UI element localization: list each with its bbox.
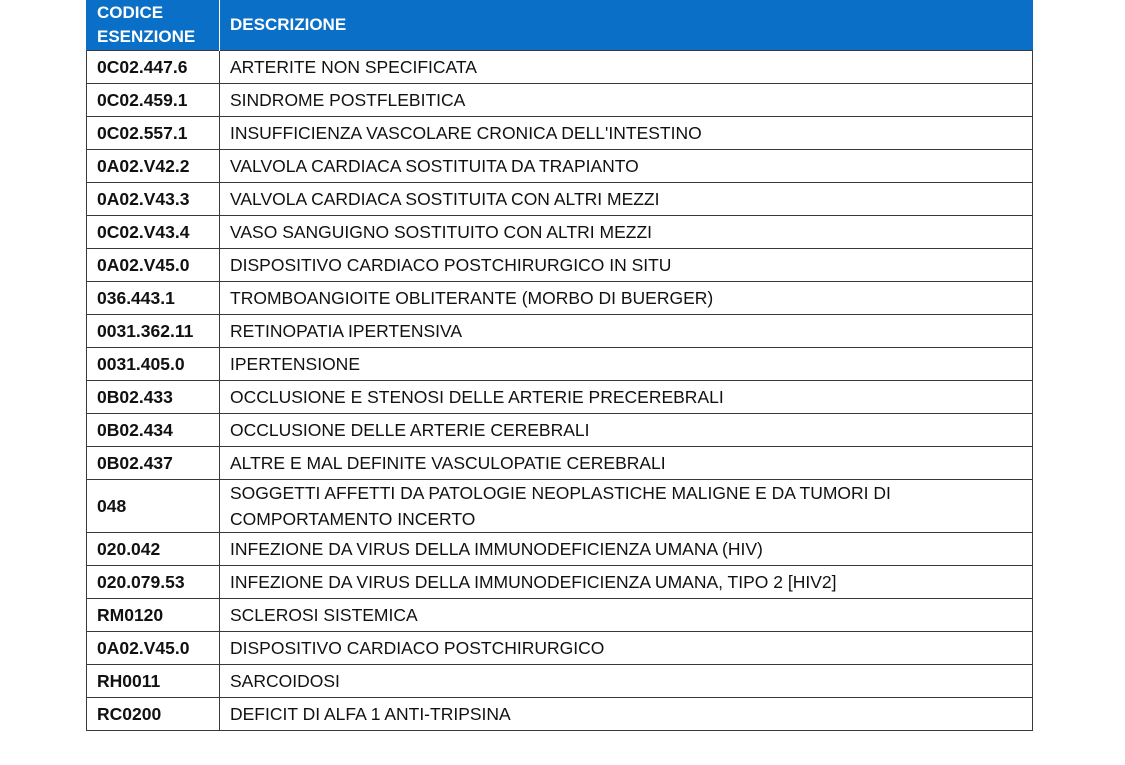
description-cell: DEFICIT DI ALFA 1 ANTI-TRIPSINA (220, 698, 1033, 731)
code-cell: RC0200 (87, 698, 220, 731)
code-cell: 0C02.459.1 (87, 84, 220, 117)
code-cell: 0A02.V43.3 (87, 183, 220, 216)
description-cell: RETINOPATIA IPERTENSIVA (220, 315, 1033, 348)
description-cell: IPERTENSIONE (220, 348, 1033, 381)
description-cell: VALVOLA CARDIACA SOSTITUITA CON ALTRI MEZZI (220, 183, 1033, 216)
code-cell: 020.042 (87, 533, 220, 566)
code-cell: 0A02.V45.0 (87, 249, 220, 282)
code-cell: 0031.362.11 (87, 315, 220, 348)
code-cell: 0A02.V42.2 (87, 150, 220, 183)
table-body (87, 51, 1033, 731)
table-row (87, 150, 1033, 183)
exemption-codes-table (86, 0, 1033, 731)
table-row (87, 665, 1033, 698)
description-cell: VASO SANGUIGNO SOSTITUITO CON ALTRI MEZZI (220, 216, 1033, 249)
table-row (87, 632, 1033, 665)
description-cell: SOGGETTI AFFETTI DA PATOLOGIE NEOPLASTICHE MALIGNE E DA TUMORI DI COMPORTAMENTO INCERTO (220, 480, 1033, 533)
table-row (87, 533, 1033, 566)
description-cell: DISPOSITIVO CARDIACO POSTCHIRURGICO (220, 632, 1033, 665)
table-row (87, 447, 1033, 480)
code-cell: 0A02.V45.0 (87, 632, 220, 665)
table-row (87, 249, 1033, 282)
description-cell: INFEZIONE DA VIRUS DELLA IMMUNODEFICIENZA UMANA (HIV) (220, 533, 1033, 566)
description-cell: SARCOIDOSI (220, 665, 1033, 698)
description-cell: ALTRE E MAL DEFINITE VASCULOPATIE CEREBRALI (220, 447, 1033, 480)
description-cell: OCCLUSIONE DELLE ARTERIE CEREBRALI (220, 414, 1033, 447)
description-cell: ARTERITE NON SPECIFICATA (220, 51, 1033, 84)
description-cell: TROMBOANGIOITE OBLITERANTE (MORBO DI BUERGER) (220, 282, 1033, 315)
description-cell: SCLEROSI SISTEMICA (220, 599, 1033, 632)
table-header (87, 0, 1033, 51)
code-cell: 048 (87, 480, 220, 533)
code-cell: 0B02.433 (87, 381, 220, 414)
table-row (87, 282, 1033, 315)
header-row (87, 0, 1033, 51)
table-row (87, 216, 1033, 249)
header-code-line1: CODICE (97, 3, 164, 22)
code-cell: 020.079.53 (87, 566, 220, 599)
table-row (87, 117, 1033, 150)
code-cell: 0B02.437 (87, 447, 220, 480)
table-row (87, 599, 1033, 632)
code-cell: 036.443.1 (87, 282, 220, 315)
description-cell: SINDROME POSTFLEBITICA (220, 84, 1033, 117)
description-cell: INSUFFICIENZA VASCOLARE CRONICA DELL'INTESTINO (220, 117, 1033, 150)
table-row (87, 348, 1033, 381)
code-cell: 0C02.V43.4 (87, 216, 220, 249)
table-row (87, 315, 1033, 348)
table-row (87, 84, 1033, 117)
table-row (87, 566, 1033, 599)
description-cell: INFEZIONE DA VIRUS DELLA IMMUNODEFICIENZA UMANA, TIPO 2 [HIV2] (220, 566, 1033, 599)
table-row (87, 698, 1033, 731)
code-cell: 0C02.557.1 (87, 117, 220, 150)
code-cell: RM0120 (87, 599, 220, 632)
table-row (87, 414, 1033, 447)
description-cell: DISPOSITIVO CARDIACO POSTCHIRURGICO IN SITU (220, 249, 1033, 282)
code-cell: 0B02.434 (87, 414, 220, 447)
code-cell: 0031.405.0 (87, 348, 220, 381)
table-row (87, 51, 1033, 84)
header-code-line2: ESENZIONE (97, 27, 196, 46)
table-row (87, 381, 1033, 414)
code-cell: 0C02.447.6 (87, 51, 220, 84)
table-row (87, 480, 1033, 533)
table-row (87, 183, 1033, 216)
header-descrizione: DESCRIZIONE (220, 0, 1033, 51)
code-cell: RH0011 (87, 665, 220, 698)
description-cell: OCCLUSIONE E STENOSI DELLE ARTERIE PRECEREBRALI (220, 381, 1033, 414)
description-cell: VALVOLA CARDIACA SOSTITUITA DA TRAPIANTO (220, 150, 1033, 183)
header-code-esenzione (87, 0, 220, 51)
